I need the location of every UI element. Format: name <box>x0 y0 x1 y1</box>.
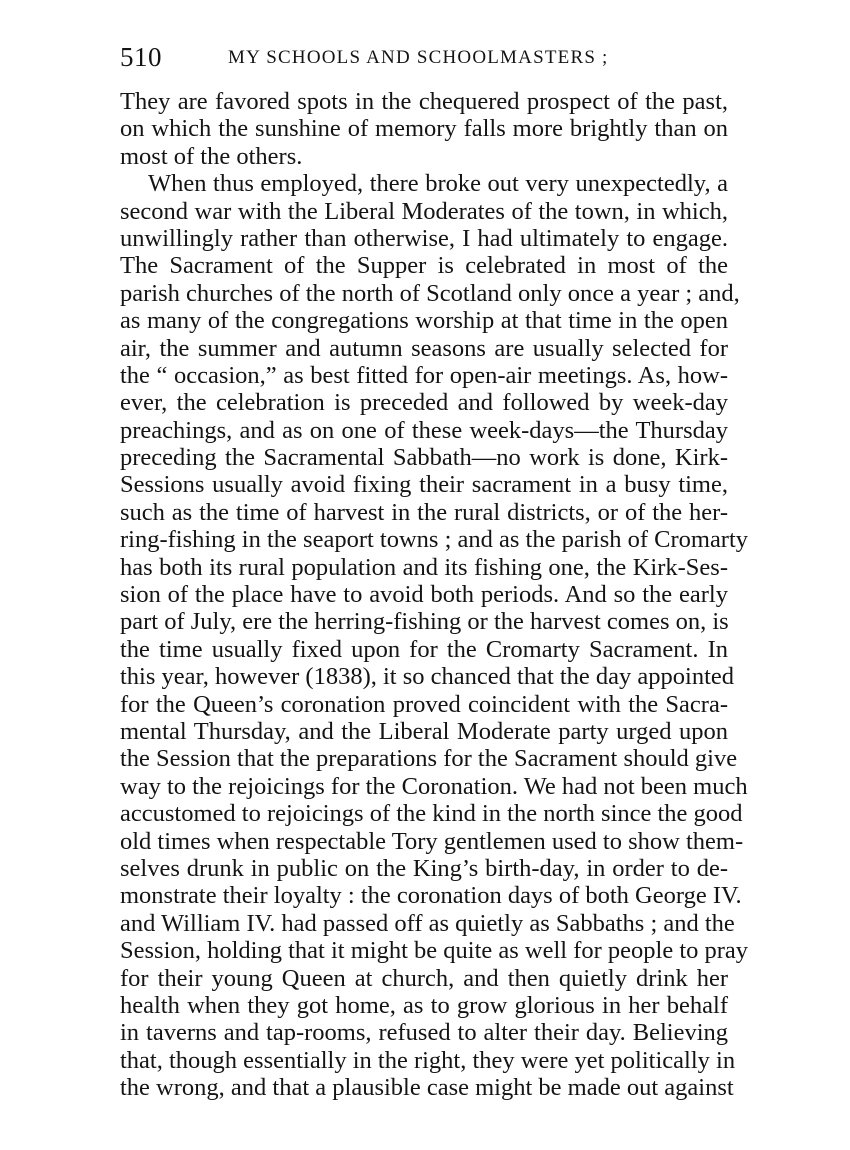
text-line: way to the rejoicings for the Coronation. We had not been much <box>120 772 748 800</box>
text-line: Session, holding that it might be quite as well for people to pray <box>120 937 749 965</box>
text-line: the time usually fixed upon for the Cromarty Sacrament. In <box>120 635 728 663</box>
text-line: health when they got home, as to grow glorious in her behalf <box>120 991 728 1019</box>
text-line: the Session that the preparations for the Sacrament should give <box>120 745 738 773</box>
text-line: on which the sunshine of memory falls more brightly than on <box>120 115 728 143</box>
text-line: such as the time of harvest in the rural districts, or of the her- <box>120 498 728 526</box>
text-line: accustomed to rejoicings of the kind in the north since the good <box>120 800 743 828</box>
text-line: parish churches of the north of Scotland only once a year ; and, <box>120 279 740 307</box>
paragraph-start-line: When thus employed, there broke out very unexpectedly, a <box>148 170 728 198</box>
text-line: They are favored spots in the chequered prospect of the past, <box>120 88 728 115</box>
text-line: in taverns and tap-rooms, refused to alter their day. Believing <box>120 1019 728 1047</box>
text-line: and William IV. had passed off as quietly as Sabbaths ; and the <box>120 909 735 937</box>
text-line: this year, however (1838), it so chanced that the day appointed <box>120 663 735 691</box>
text-line: The Sacrament of the Supper is celebrated in most of the <box>120 252 728 280</box>
text-line: has both its rural population and its fishing one, the Kirk-Ses- <box>120 553 728 581</box>
text-line: that, though essentially in the right, they were yet politically in <box>120 1046 736 1074</box>
text-line: as many of the congregations worship at that time in the open <box>120 307 728 335</box>
running-title: MY SCHOOLS AND SCHOOLMASTERS ; <box>228 47 609 68</box>
text-line: for the Queen’s coronation proved coincident with the Sacra- <box>120 690 728 718</box>
text-line: mental Thursday, and the Liberal Moderate party urged upon <box>120 717 728 745</box>
text-line: old times when respectable Tory gentlemen used to show them- <box>120 827 744 855</box>
text-line: the wrong, and that a plausible case might be made out against <box>120 1074 734 1102</box>
text-line: part of July, ere the herring-fishing or the harvest comes on, is <box>120 608 729 636</box>
text-line: preachings, and as on one of these week-days—the Thursday <box>120 416 728 444</box>
text-line: sion of the place have to avoid both periods. And so the early <box>120 581 728 609</box>
text-line: ever, the celebration is preceded and followed by week-day <box>120 389 728 417</box>
text-line: selves drunk in public on the King’s birth-day, in order to de- <box>120 854 728 882</box>
text-line: air, the summer and autumn seasons are usually selected for <box>120 334 728 362</box>
page-number: 510 <box>120 42 162 72</box>
text-line: Sessions usually avoid fixing their sacrament in a busy time, <box>120 471 728 499</box>
text-line: the “ occasion,” as best fitted for open-air meetings. As, how- <box>120 361 728 389</box>
text-line: most of the others. <box>120 142 303 170</box>
text-line: monstrate their loyalty : the coronation days of both George IV. <box>120 882 742 910</box>
text-line: unwillingly rather than otherwise, I had ultimately to engage. <box>120 224 728 252</box>
text-line: preceding the Sacramental Sabbath—no work is done, Kirk- <box>120 444 728 472</box>
text-line: for their young Queen at church, and then quietly drink her <box>120 964 728 992</box>
text-line: ring-fishing in the seaport towns ; and as the parish of Cromarty <box>120 526 749 554</box>
running-header <box>120 40 730 80</box>
text-line: second war with the Liberal Moderates of the town, in which, <box>120 197 728 225</box>
body-text <box>120 88 749 1102</box>
